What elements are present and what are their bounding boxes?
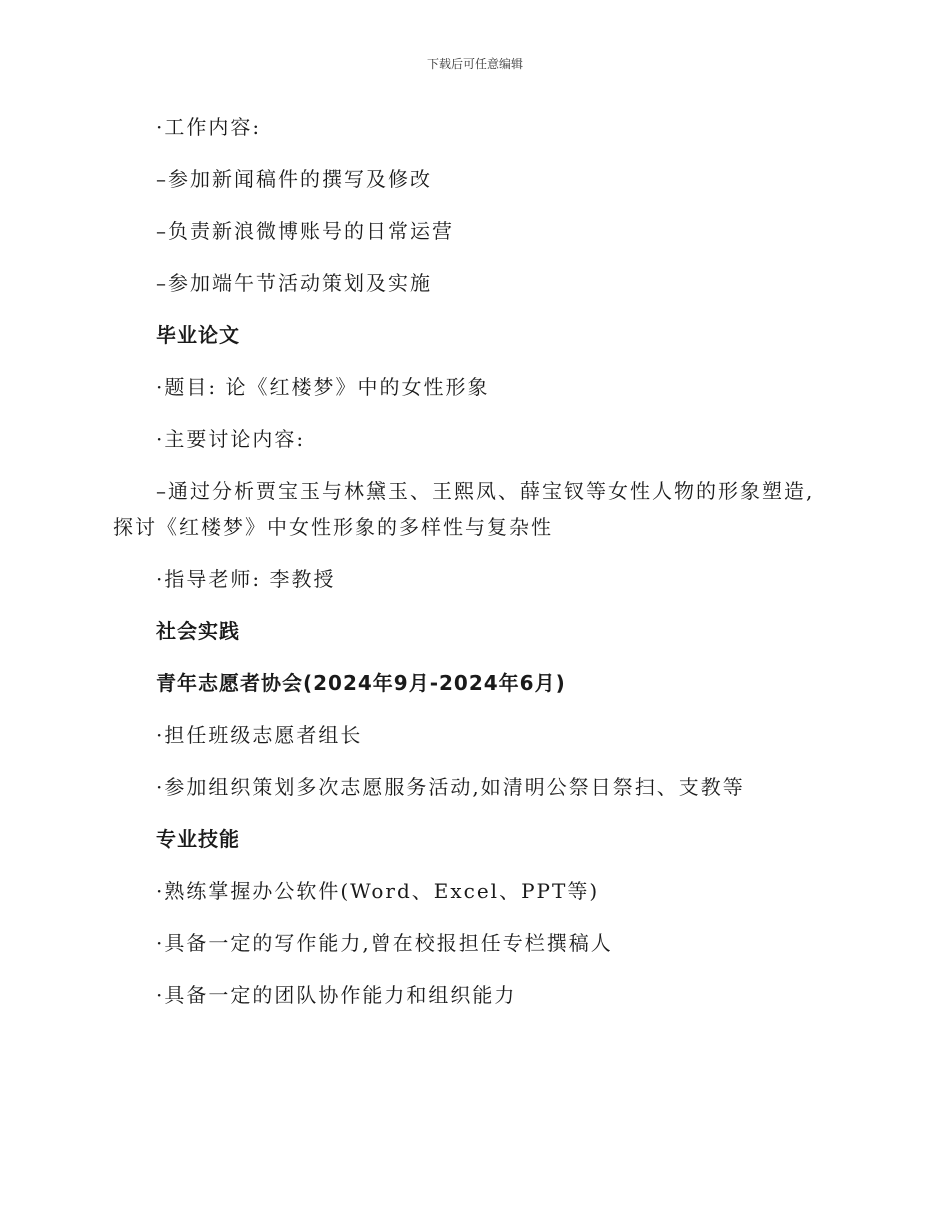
thesis-discussion-label: ·主要讨论内容: [156, 427, 306, 451]
thesis-title: ·题目: 论《红楼梦》中的女性形象 [156, 375, 490, 399]
thesis-advisor: ·指导老师: 李教授 [156, 567, 336, 591]
skill-item: ·熟练掌握办公软件(Word、Excel、PPT等) [156, 879, 600, 903]
thesis-discussion-text: –通过分析贾宝玉与林黛玉、王熙凤、薛宝钗等女性人物的形象塑造,探讨《红楼梦》中女性形象的多样性与复杂性 [113, 479, 815, 539]
skill-item: ·具备一定的团队协作能力和组织能力 [156, 983, 517, 1007]
skill-item: ·具备一定的写作能力,曾在校报担任专栏撰稿人 [156, 931, 613, 955]
practice-item: ·担任班级志愿者组长 [156, 723, 363, 747]
work-item: –负责新浪微博账号的日常运营 [156, 219, 454, 243]
work-item: –参加端午节活动策划及实施 [156, 271, 432, 295]
practice-item: ·参加组织策划多次志愿服务活动,如清明公祭日祭扫、支教等 [156, 775, 745, 799]
section-heading-skills: 专业技能 [156, 827, 240, 851]
practice-org-heading: 青年志愿者协会(2024年9月-2024年6月) [156, 671, 566, 695]
document-body [113, 111, 833, 1031]
section-heading-thesis: 毕业论文 [156, 323, 240, 347]
header-note: 下载后可任意编辑 [426, 57, 523, 71]
work-item: –参加新闻稿件的撰写及修改 [156, 167, 432, 191]
section-heading-practice: 社会实践 [156, 619, 240, 643]
work-content-label: ·工作内容: [156, 115, 262, 139]
